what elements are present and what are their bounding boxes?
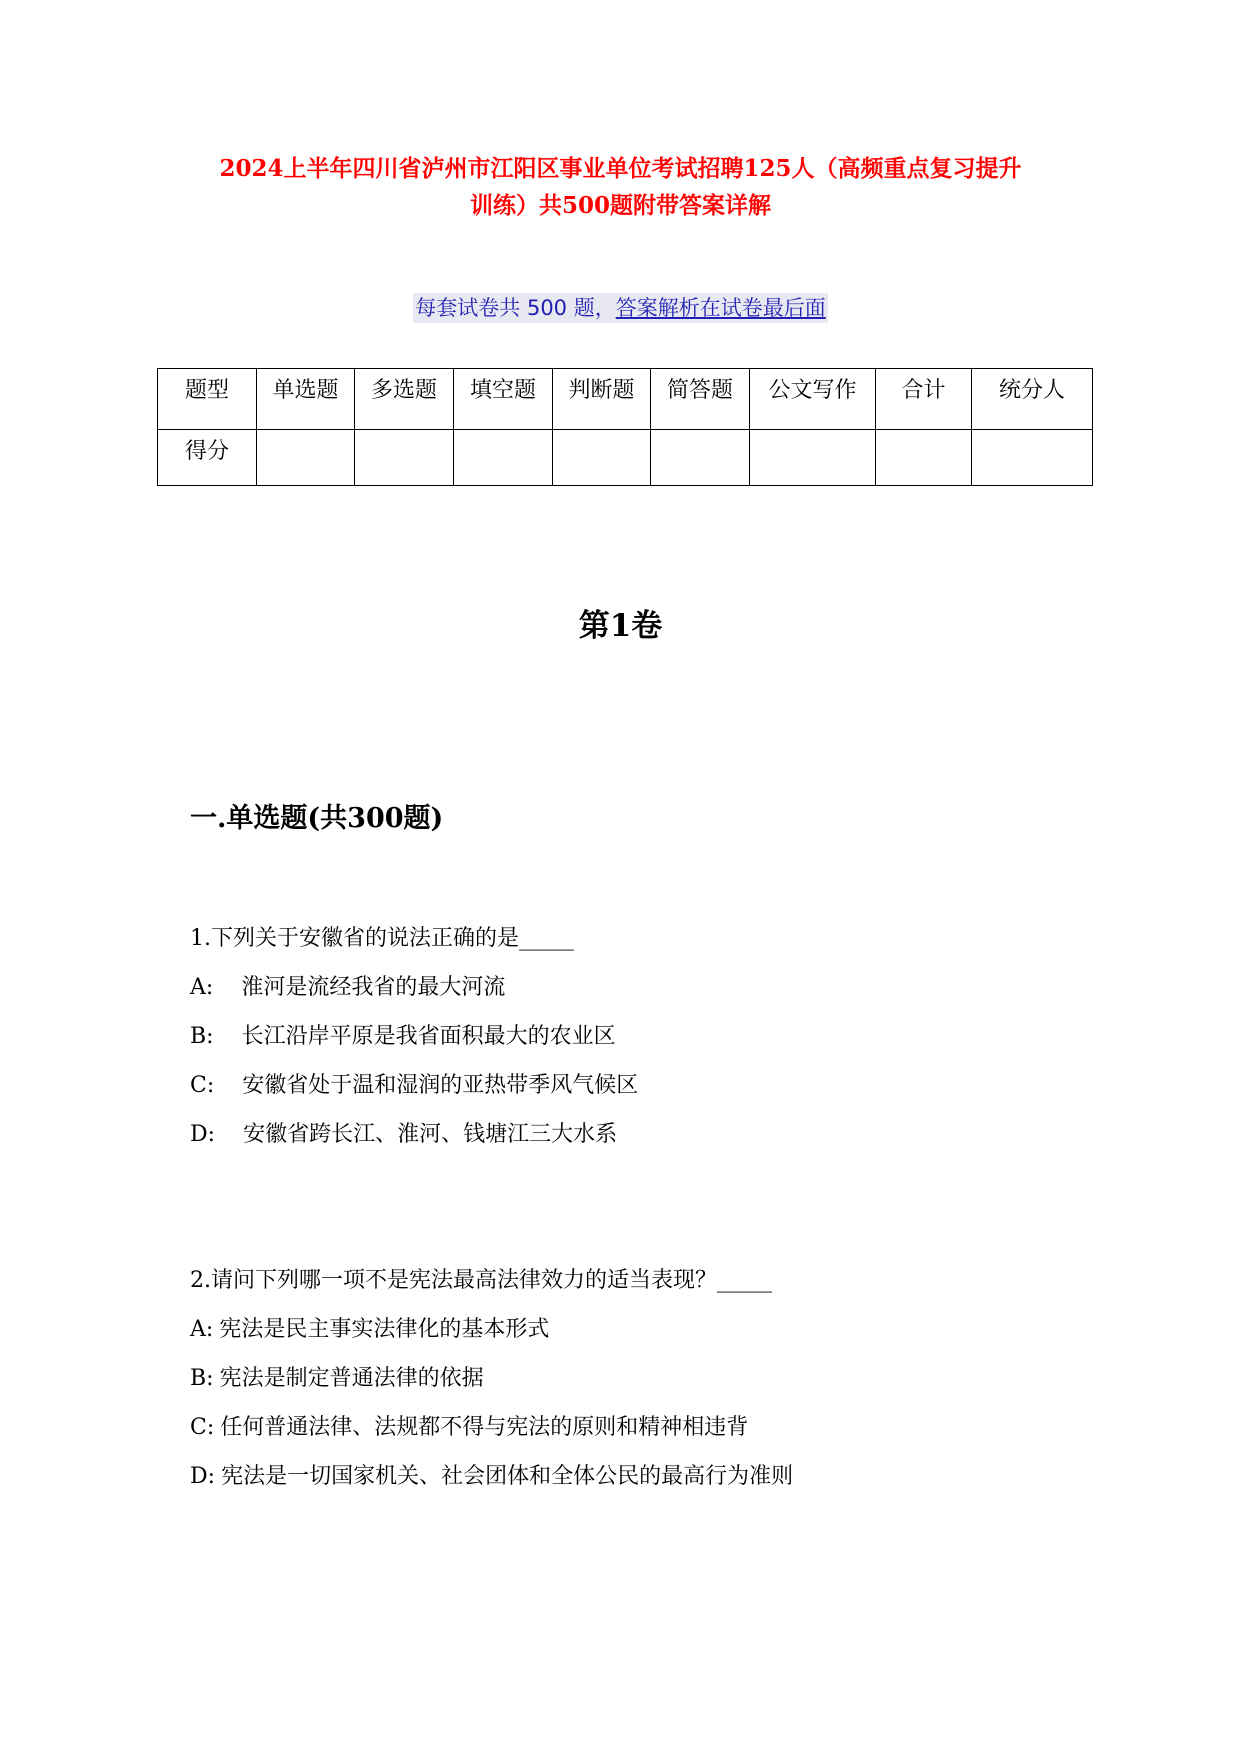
option-letter: C: [190,1073,215,1098]
section-title: 一.单选题(共300题) [190,803,444,834]
option-letter: B: [190,1366,214,1391]
header-cell-short-answer: 简答题 [651,369,750,430]
option-text: 宪法是制定普通法律的依据 [219,1366,484,1391]
notice-text [413,293,827,323]
header-cell-type: 题型 [158,369,257,430]
score-cell [651,430,750,486]
option-letter: D: [190,1464,216,1489]
header-cell-fill-blank: 填空题 [454,369,553,430]
score-table-header-row [158,369,1093,430]
option-letter: B: [190,1024,214,1049]
score-table-score-row [158,430,1093,486]
option-a [190,973,1090,1022]
score-cell [553,430,651,486]
question-1 [190,924,1090,1169]
notice-part1: 每套试卷共 500 题， [415,296,616,320]
score-cell [876,430,972,486]
notice-banner [0,293,1241,323]
notice-part2: 答案解析在试卷最后面 [615,296,826,320]
score-cell [454,430,553,486]
score-cell [750,430,876,486]
question-2 [190,1266,1090,1511]
option-c [190,1071,1090,1120]
header-cell-single-choice: 单选题 [257,369,355,430]
option-b [190,1364,1090,1413]
score-cell [257,430,355,486]
score-cell [355,430,454,486]
document-title-line1: 2024上半年四川省泸州市江阳区事业单位考试招聘125人（高频重点复习提升 [219,155,1022,182]
option-text: 宪法是民主事实法律化的基本形式 [219,1317,550,1342]
option-d [190,1120,1090,1169]
header-cell-total: 合计 [876,369,972,430]
question-stem: 1.下列关于安徽省的说法正确的是_____ [190,926,574,951]
score-cell [972,430,1093,486]
option-d [190,1462,1090,1511]
option-letter: A: [190,1317,214,1342]
option-letter: D: [190,1122,216,1147]
option-c [190,1413,1090,1462]
score-table [157,368,1093,486]
score-row-label: 得分 [158,430,257,486]
document-title-line2: 训练）共500题附带答案详解 [469,192,771,219]
option-a [190,1315,1090,1364]
header-cell-multi-choice: 多选题 [355,369,454,430]
option-text: 淮河是流经我省的最大河流 [241,975,506,1000]
header-cell-official-writing: 公文写作 [750,369,876,430]
option-b [190,1022,1090,1071]
question-stem: 2.请问下列哪一项不是宪法最高法律效力的适当表现？_____ [190,1268,772,1293]
option-letter: A: [190,975,214,1000]
header-cell-true-false: 判断题 [553,369,651,430]
header-cell-scorer: 统分人 [972,369,1093,430]
option-text: 任何普通法律、法规都不得与宪法的原则和精神相违背 [220,1415,749,1440]
option-text: 宪法是一切国家机关、社会团体和全体公民的最高行为准则 [221,1464,794,1489]
option-text: 长江沿岸平原是我省面积最大的农业区 [241,1024,616,1049]
volume-title: 第1卷 [578,608,663,644]
option-text: 安徽省跨长江、淮河、钱塘江三大水系 [243,1122,618,1147]
option-text: 安徽省处于温和湿润的亚热带季风气候区 [242,1073,639,1098]
document-title [150,150,1091,224]
option-letter: C: [190,1415,215,1440]
